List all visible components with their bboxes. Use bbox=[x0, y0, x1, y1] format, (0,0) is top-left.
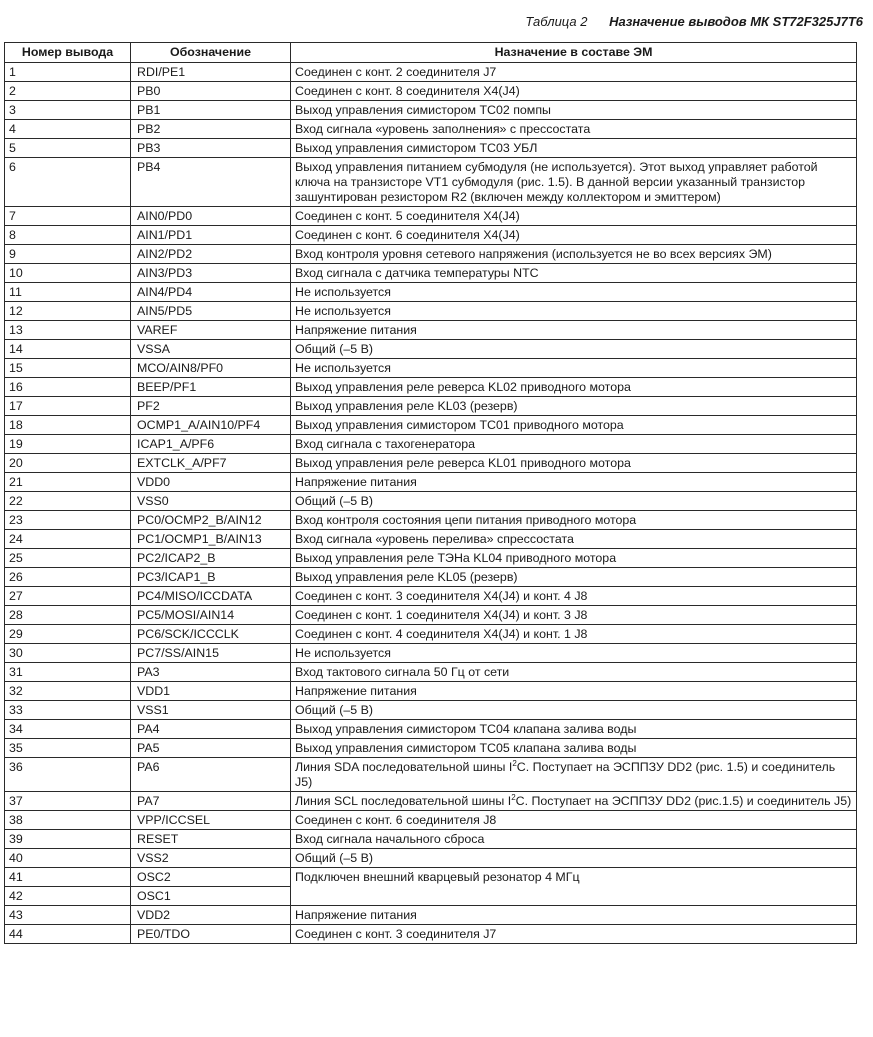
pin-number-cell: 19 bbox=[5, 435, 131, 454]
pin-number-cell: 36 bbox=[5, 758, 131, 792]
table-row bbox=[5, 792, 857, 811]
pin-number-cell: 13 bbox=[5, 321, 131, 340]
purpose-cell: Выход управления симистором TC05 клапана залива воды bbox=[291, 739, 857, 758]
designation-cell: VDD2 bbox=[131, 906, 291, 925]
table-row bbox=[5, 378, 857, 397]
purpose-cell: Соединен с конт. 5 соединителя X4(J4) bbox=[291, 207, 857, 226]
designation-cell: PB2 bbox=[131, 120, 291, 139]
designation-cell: VSS1 bbox=[131, 701, 291, 720]
designation-cell: VSSA bbox=[131, 340, 291, 359]
designation-cell: AIN3/PD3 bbox=[131, 264, 291, 283]
table-row bbox=[5, 568, 857, 587]
purpose-cell: Вход контроля состояния цепи питания приводного мотора bbox=[291, 511, 857, 530]
pin-assignment-table bbox=[4, 42, 857, 944]
table-row bbox=[5, 720, 857, 739]
purpose-cell: Общий (–5 В) bbox=[291, 492, 857, 511]
table-row bbox=[5, 473, 857, 492]
table-row bbox=[5, 321, 857, 340]
designation-cell: PB3 bbox=[131, 139, 291, 158]
designation-cell: VPP/ICCSEL bbox=[131, 811, 291, 830]
pin-number-cell: 4 bbox=[5, 120, 131, 139]
pin-number-cell: 5 bbox=[5, 139, 131, 158]
designation-cell: MCO/AIN8/PF0 bbox=[131, 359, 291, 378]
table-row bbox=[5, 549, 857, 568]
pin-number-cell: 10 bbox=[5, 264, 131, 283]
purpose-text: Линия SCL последовательной шины I bbox=[295, 794, 512, 808]
designation-cell: EXTCLK_A/PF7 bbox=[131, 454, 291, 473]
purpose-cell: Не используется bbox=[291, 644, 857, 663]
purpose-cell: Соединен с конт. 2 соединителя J7 bbox=[291, 63, 857, 82]
table-title: Назначение выводов МК ST72F325J7T6 bbox=[609, 14, 863, 29]
purpose-cell: Выход управления питанием субмодуля (не используется). Этот выход управляет работой ключа на транзисторе VT1 субмодуля (рис. 1.5). В данной версии указанный транзистор зашунтирован резистором R2 (включен между коллектором и эмиттером) bbox=[291, 158, 857, 207]
purpose-text: C. Поступает на ЭСППЗУ DD2 (рис.1.5) и соединитель J5) bbox=[515, 794, 852, 808]
purpose-cell: Соединен с конт. 3 соединителя X4(J4) и конт. 4 J8 bbox=[291, 587, 857, 606]
purpose-cell: Выход управления симистором TC01 приводного мотора bbox=[291, 416, 857, 435]
pin-number-cell: 40 bbox=[5, 849, 131, 868]
purpose-cell: Выход управления реле реверса KL01 приводного мотора bbox=[291, 454, 857, 473]
table-row bbox=[5, 682, 857, 701]
purpose-cell bbox=[291, 758, 857, 792]
pin-number-cell: 26 bbox=[5, 568, 131, 587]
designation-cell: PA3 bbox=[131, 663, 291, 682]
designation-cell: AIN4/PD4 bbox=[131, 283, 291, 302]
column-header-designation: Обозначение bbox=[131, 43, 291, 63]
table-row bbox=[5, 101, 857, 120]
pin-number-cell: 25 bbox=[5, 549, 131, 568]
table-row bbox=[5, 701, 857, 720]
pin-number-cell: 14 bbox=[5, 340, 131, 359]
pin-number-cell: 37 bbox=[5, 792, 131, 811]
purpose-cell bbox=[291, 792, 857, 811]
purpose-cell: Напряжение питания bbox=[291, 473, 857, 492]
table-number: Таблица 2 bbox=[525, 14, 588, 29]
designation-cell: VSS0 bbox=[131, 492, 291, 511]
designation-cell: PF2 bbox=[131, 397, 291, 416]
pin-number-cell: 28 bbox=[5, 606, 131, 625]
column-header-purpose: Назначение в составе ЭМ bbox=[291, 43, 857, 63]
designation-cell: OCMP1_A/AIN10/PF4 bbox=[131, 416, 291, 435]
designation-cell: OSC2 bbox=[131, 868, 291, 887]
table-row bbox=[5, 758, 857, 792]
table-row bbox=[5, 435, 857, 454]
designation-cell: PC5/MOSI/AIN14 bbox=[131, 606, 291, 625]
pin-number-cell: 3 bbox=[5, 101, 131, 120]
designation-cell: PB1 bbox=[131, 101, 291, 120]
table-row bbox=[5, 63, 857, 82]
table-row bbox=[5, 811, 857, 830]
table-caption bbox=[525, 14, 863, 29]
pin-number-cell: 7 bbox=[5, 207, 131, 226]
designation-cell: AIN1/PD1 bbox=[131, 226, 291, 245]
pin-number-cell: 22 bbox=[5, 492, 131, 511]
purpose-cell: Общий (–5 В) bbox=[291, 340, 857, 359]
purpose-cell: Выход управления симистором TC03 УБЛ bbox=[291, 139, 857, 158]
designation-cell: AIN0/PD0 bbox=[131, 207, 291, 226]
purpose-cell: Подключен внешний кварцевый резонатор 4 МГц bbox=[291, 868, 857, 906]
purpose-cell: Выход управления реле ТЭНа KL04 приводного мотора bbox=[291, 549, 857, 568]
purpose-cell: Не используется bbox=[291, 283, 857, 302]
table-row bbox=[5, 606, 857, 625]
column-header-pin: Номер вывода bbox=[5, 43, 131, 63]
purpose-cell: Соединен с конт. 6 соединителя J8 bbox=[291, 811, 857, 830]
purpose-cell: Общий (–5 В) bbox=[291, 701, 857, 720]
purpose-superscript: 2 bbox=[512, 758, 517, 768]
table-header-row bbox=[5, 43, 857, 63]
designation-cell: BEEP/PF1 bbox=[131, 378, 291, 397]
pin-number-cell: 27 bbox=[5, 587, 131, 606]
purpose-cell: Выход управления реле KL03 (резерв) bbox=[291, 397, 857, 416]
designation-cell: PB0 bbox=[131, 82, 291, 101]
pin-number-cell: 9 bbox=[5, 245, 131, 264]
purpose-cell: Напряжение питания bbox=[291, 906, 857, 925]
designation-cell: PC1/OCMP1_B/AIN13 bbox=[131, 530, 291, 549]
designation-cell: PA7 bbox=[131, 792, 291, 811]
pin-number-cell: 1 bbox=[5, 63, 131, 82]
table-row bbox=[5, 492, 857, 511]
purpose-cell: Соединен с конт. 6 соединителя X4(J4) bbox=[291, 226, 857, 245]
designation-cell: PE0/TDO bbox=[131, 925, 291, 944]
table-row bbox=[5, 139, 857, 158]
designation-cell: AIN5/PD5 bbox=[131, 302, 291, 321]
table-row bbox=[5, 397, 857, 416]
purpose-cell: Соединен с конт. 3 соединителя J7 bbox=[291, 925, 857, 944]
pin-number-cell: 35 bbox=[5, 739, 131, 758]
designation-cell: PC4/MISO/ICCDATA bbox=[131, 587, 291, 606]
table-row bbox=[5, 906, 857, 925]
table-row bbox=[5, 245, 857, 264]
table-body bbox=[5, 63, 857, 944]
purpose-cell: Выход управления реле реверса KL02 приводного мотора bbox=[291, 378, 857, 397]
pin-number-cell: 32 bbox=[5, 682, 131, 701]
table-row bbox=[5, 340, 857, 359]
purpose-text: Линия SDA последовательной шины I bbox=[295, 760, 513, 774]
pin-number-cell: 6 bbox=[5, 158, 131, 207]
designation-cell: VSS2 bbox=[131, 849, 291, 868]
pin-number-cell: 2 bbox=[5, 82, 131, 101]
table-row bbox=[5, 158, 857, 207]
table-row bbox=[5, 359, 857, 378]
table-row bbox=[5, 283, 857, 302]
pin-number-cell: 15 bbox=[5, 359, 131, 378]
pin-number-cell: 41 bbox=[5, 868, 131, 887]
designation-cell: VDD1 bbox=[131, 682, 291, 701]
table-row bbox=[5, 226, 857, 245]
pin-number-cell: 34 bbox=[5, 720, 131, 739]
table-row bbox=[5, 302, 857, 321]
purpose-cell: Вход сигнала «уровень перелива» спрессостата bbox=[291, 530, 857, 549]
purpose-cell: Напряжение питания bbox=[291, 682, 857, 701]
table-row bbox=[5, 207, 857, 226]
designation-cell: PC0/OCMP2_B/AIN12 bbox=[131, 511, 291, 530]
purpose-cell: Вход тактового сигнала 50 Гц от сети bbox=[291, 663, 857, 682]
pin-number-cell: 8 bbox=[5, 226, 131, 245]
purpose-cell: Вход сигнала с датчика температуры NTC bbox=[291, 264, 857, 283]
table-row bbox=[5, 454, 857, 473]
pin-number-cell: 39 bbox=[5, 830, 131, 849]
purpose-cell: Соединен с конт. 4 соединителя X4(J4) и конт. 1 J8 bbox=[291, 625, 857, 644]
purpose-cell: Вход сигнала начального сброса bbox=[291, 830, 857, 849]
purpose-superscript: 2 bbox=[511, 792, 516, 802]
table-row bbox=[5, 625, 857, 644]
table-row bbox=[5, 264, 857, 283]
purpose-cell: Не используется bbox=[291, 359, 857, 378]
table-row bbox=[5, 644, 857, 663]
purpose-cell: Выход управления симистором TC04 клапана залива воды bbox=[291, 720, 857, 739]
table-row bbox=[5, 849, 857, 868]
designation-cell: PA4 bbox=[131, 720, 291, 739]
purpose-cell: Не используется bbox=[291, 302, 857, 321]
designation-cell: PC3/ICAP1_B bbox=[131, 568, 291, 587]
pin-number-cell: 23 bbox=[5, 511, 131, 530]
designation-cell: PA6 bbox=[131, 758, 291, 792]
purpose-cell: Общий (–5 В) bbox=[291, 849, 857, 868]
pin-number-cell: 24 bbox=[5, 530, 131, 549]
purpose-cell: Соединен с конт. 8 соединителя X4(J4) bbox=[291, 82, 857, 101]
table-row bbox=[5, 868, 857, 887]
table-row bbox=[5, 587, 857, 606]
pin-number-cell: 18 bbox=[5, 416, 131, 435]
table-row bbox=[5, 120, 857, 139]
pin-number-cell: 42 bbox=[5, 887, 131, 906]
pin-number-cell: 29 bbox=[5, 625, 131, 644]
purpose-cell: Вход сигнала «уровень заполнения» с прессостата bbox=[291, 120, 857, 139]
designation-cell: AIN2/PD2 bbox=[131, 245, 291, 264]
pin-number-cell: 17 bbox=[5, 397, 131, 416]
purpose-cell: Соединен с конт. 1 соединителя X4(J4) и конт. 3 J8 bbox=[291, 606, 857, 625]
table-row bbox=[5, 511, 857, 530]
pin-number-cell: 30 bbox=[5, 644, 131, 663]
designation-cell: VAREF bbox=[131, 321, 291, 340]
table-row bbox=[5, 830, 857, 849]
designation-cell: RESET bbox=[131, 830, 291, 849]
designation-cell: ICAP1_A/PF6 bbox=[131, 435, 291, 454]
pin-number-cell: 11 bbox=[5, 283, 131, 302]
table-row bbox=[5, 663, 857, 682]
table-row bbox=[5, 925, 857, 944]
pin-number-cell: 38 bbox=[5, 811, 131, 830]
designation-cell: OSC1 bbox=[131, 887, 291, 906]
pin-number-cell: 43 bbox=[5, 906, 131, 925]
pin-number-cell: 21 bbox=[5, 473, 131, 492]
table-row bbox=[5, 530, 857, 549]
pin-number-cell: 44 bbox=[5, 925, 131, 944]
table-row bbox=[5, 416, 857, 435]
pin-number-cell: 31 bbox=[5, 663, 131, 682]
purpose-cell: Выход управления симистором TC02 помпы bbox=[291, 101, 857, 120]
designation-cell: PB4 bbox=[131, 158, 291, 207]
designation-cell: PC7/SS/AIN15 bbox=[131, 644, 291, 663]
pin-number-cell: 16 bbox=[5, 378, 131, 397]
pin-number-cell: 20 bbox=[5, 454, 131, 473]
designation-cell: PC6/SCK/ICCCLK bbox=[131, 625, 291, 644]
purpose-cell: Вход сигнала с тахогенератора bbox=[291, 435, 857, 454]
purpose-cell: Вход контроля уровня сетевого напряжения (используется не во всех версиях ЭМ) bbox=[291, 245, 857, 264]
designation-cell: RDI/PE1 bbox=[131, 63, 291, 82]
purpose-cell: Напряжение питания bbox=[291, 321, 857, 340]
pin-number-cell: 33 bbox=[5, 701, 131, 720]
designation-cell: PC2/ICAP2_B bbox=[131, 549, 291, 568]
pin-number-cell: 12 bbox=[5, 302, 131, 321]
purpose-text: C. Поступает на ЭСППЗУ DD2 (рис. 1.5) и соединитель J5) bbox=[295, 760, 836, 789]
designation-cell: PA5 bbox=[131, 739, 291, 758]
designation-cell: VDD0 bbox=[131, 473, 291, 492]
purpose-cell: Выход управления реле KL05 (резерв) bbox=[291, 568, 857, 587]
table-row bbox=[5, 739, 857, 758]
table-row bbox=[5, 82, 857, 101]
